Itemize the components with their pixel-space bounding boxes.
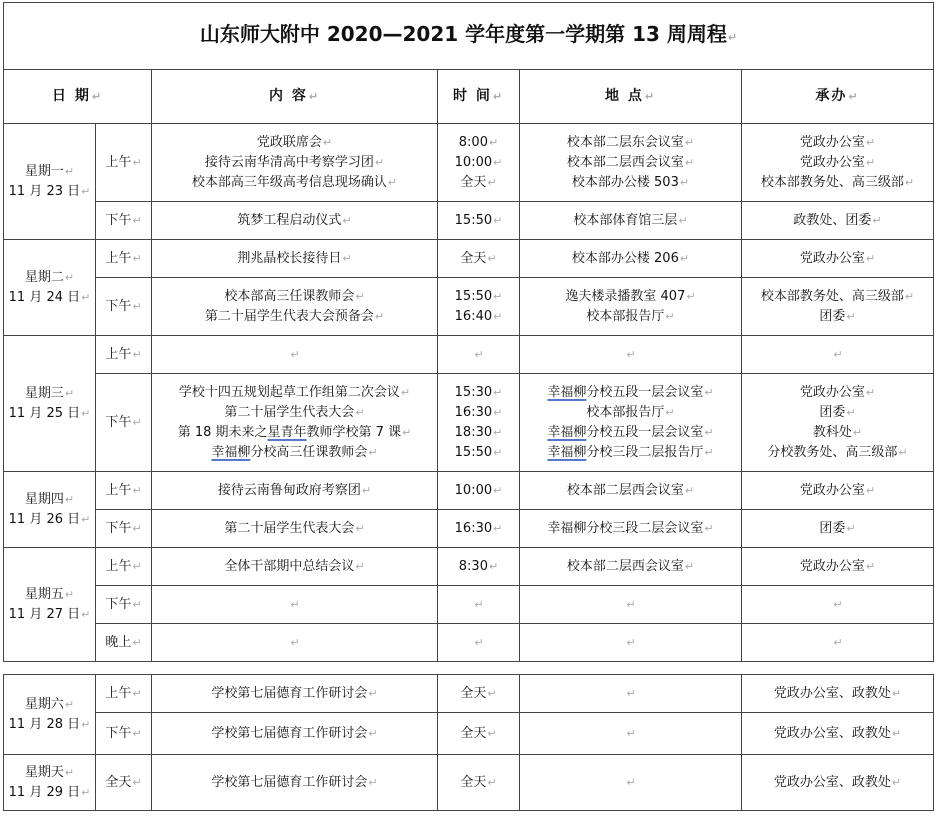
period-cell	[96, 548, 152, 586]
place-cell	[520, 374, 742, 472]
place-cell	[520, 124, 742, 202]
time-cell	[438, 240, 520, 278]
date-label: 11 月 25 日 ↵	[4, 404, 95, 424]
content-cell	[152, 586, 438, 624]
period-label: 上午 ↵	[96, 557, 151, 577]
place-cell	[520, 713, 742, 755]
place-text: 逸夫楼录播教室 407 ↵	[520, 287, 741, 307]
day-cell	[4, 124, 96, 240]
day-cell	[4, 336, 96, 472]
table-row	[4, 336, 934, 374]
place-text: 幸福柳分校三段二层报告厅 ↵	[520, 443, 741, 463]
time-cell	[438, 202, 520, 240]
period-label: 晚上 ↵	[96, 633, 151, 653]
host-cell	[742, 124, 934, 202]
content-text: 第 18 期未来之星青年教师学校第 7 课 ↵	[152, 423, 437, 443]
period-cell	[96, 336, 152, 374]
content-text: 接待云南华清高中考察学习团 ↵	[152, 153, 437, 173]
day-cell	[4, 472, 96, 548]
table-row	[4, 202, 934, 240]
period-label: 下午 ↵	[96, 413, 151, 433]
weekday-label: 星期五 ↵	[4, 585, 95, 605]
time-text: 全天 ↵	[438, 684, 519, 704]
time-cell	[438, 624, 520, 662]
host-cell	[742, 472, 934, 510]
host-cell	[742, 510, 934, 548]
host-text: 党政办公室、政教处 ↵	[742, 724, 933, 744]
content-text: 党政联席会 ↵	[152, 133, 437, 153]
host-cell	[742, 336, 934, 374]
content-cell	[152, 374, 438, 472]
content-text	[152, 633, 437, 653]
host-cell	[742, 624, 934, 662]
host-text: 党政办公室 ↵	[742, 133, 933, 153]
place-cell	[520, 755, 742, 811]
host-cell	[742, 675, 934, 713]
host-cell	[742, 202, 934, 240]
period-cell	[96, 624, 152, 662]
host-text: 党政办公室 ↵	[742, 153, 933, 173]
header-date: 日 期 ↵	[52, 88, 103, 104]
content-cell	[152, 755, 438, 811]
period-cell	[96, 472, 152, 510]
header-content: 内 容 ↵	[269, 88, 320, 104]
place-text	[520, 633, 741, 653]
content-text: 校本部高三任课教师会 ↵	[152, 287, 437, 307]
content-text: 学校十四五规划起草工作组第二次会议 ↵	[152, 383, 437, 403]
time-text: 18:30 ↵	[438, 423, 519, 443]
table-row	[4, 755, 934, 811]
content-text: 全体干部期中总结会议 ↵	[152, 557, 437, 577]
period-cell	[96, 374, 152, 472]
time-text: 全天 ↵	[438, 724, 519, 744]
host-text: 教科处 ↵	[742, 423, 933, 443]
weekday-label: 星期六 ↵	[4, 695, 95, 715]
host-text	[742, 345, 933, 365]
time-text: 15:50 ↵	[438, 443, 519, 463]
table-row	[4, 374, 934, 472]
content-cell	[152, 240, 438, 278]
host-cell	[742, 586, 934, 624]
schedule-table-main	[3, 2, 934, 662]
date-label: 11 月 29 日 ↵	[4, 783, 95, 803]
content-cell	[152, 713, 438, 755]
time-text: 全天 ↵	[438, 773, 519, 793]
place-text	[520, 595, 741, 615]
period-cell	[96, 510, 152, 548]
host-cell	[742, 278, 934, 336]
time-text: 8:30 ↵	[438, 557, 519, 577]
content-cell	[152, 336, 438, 374]
host-text: 分校教务处、高三级部 ↵	[742, 443, 933, 463]
place-cell	[520, 624, 742, 662]
place-text	[520, 345, 741, 365]
content-cell	[152, 278, 438, 336]
host-text: 团委 ↵	[742, 519, 933, 539]
period-cell	[96, 202, 152, 240]
content-text	[152, 345, 437, 365]
host-text: 校本部教务处、高三级部 ↵	[742, 173, 933, 193]
content-cell	[152, 510, 438, 548]
place-cell	[520, 548, 742, 586]
weekday-label: 星期天 ↵	[4, 763, 95, 783]
content-text: 校本部高三年级高考信息现场确认 ↵	[152, 173, 437, 193]
content-text: 学校第七届德育工作研讨会 ↵	[152, 684, 437, 704]
weekday-label: 星期四 ↵	[4, 490, 95, 510]
table-row	[4, 713, 934, 755]
time-cell	[438, 374, 520, 472]
content-cell	[152, 624, 438, 662]
time-cell	[438, 510, 520, 548]
place-cell	[520, 202, 742, 240]
header-host: 承办 ↵	[815, 88, 859, 104]
place-cell	[520, 278, 742, 336]
table-row	[4, 624, 934, 662]
host-text: 党政办公室 ↵	[742, 383, 933, 403]
period-label: 上午 ↵	[96, 684, 151, 704]
place-text: 幸福柳分校五段一层会议室 ↵	[520, 423, 741, 443]
weekday-label: 星期一 ↵	[4, 162, 95, 182]
period-cell	[96, 713, 152, 755]
time-text: 10:00 ↵	[438, 481, 519, 501]
time-cell	[438, 586, 520, 624]
time-text: 8:00 ↵	[438, 133, 519, 153]
period-label: 下午 ↵	[96, 519, 151, 539]
day-cell	[4, 755, 96, 811]
content-text: 第二十届学生代表大会 ↵	[152, 519, 437, 539]
content-cell	[152, 124, 438, 202]
time-text: 10:00 ↵	[438, 153, 519, 173]
header-time: 时 间 ↵	[453, 88, 504, 104]
time-cell	[438, 124, 520, 202]
host-text: 团委 ↵	[742, 403, 933, 423]
content-cell	[152, 472, 438, 510]
place-cell	[520, 675, 742, 713]
content-text	[152, 595, 437, 615]
table-row	[4, 675, 934, 713]
time-text	[438, 633, 519, 653]
period-label: 上午 ↵	[96, 481, 151, 501]
time-cell	[438, 755, 520, 811]
place-cell	[520, 336, 742, 374]
place-text: 校本部报告厅 ↵	[520, 403, 741, 423]
day-cell	[4, 675, 96, 755]
content-text: 幸福柳分校高三任课教师会 ↵	[152, 443, 437, 463]
host-text	[742, 633, 933, 653]
page-title: 山东师大附中 2020—2021 学年度第一学期第 13 周周程 ↵	[200, 22, 737, 46]
time-text	[438, 595, 519, 615]
place-cell	[520, 240, 742, 278]
date-label: 11 月 24 日 ↵	[4, 288, 95, 308]
period-label: 下午 ↵	[96, 297, 151, 317]
header-place: 地 点 ↵	[605, 88, 656, 104]
content-cell	[152, 675, 438, 713]
table-row	[4, 586, 934, 624]
host-text: 政教处、团委 ↵	[742, 211, 933, 231]
period-label: 全天 ↵	[96, 773, 151, 793]
host-text: 团委 ↵	[742, 307, 933, 327]
host-text: 党政办公室、政教处 ↵	[742, 773, 933, 793]
host-cell	[742, 755, 934, 811]
period-cell	[96, 586, 152, 624]
host-text: 校本部教务处、高三级部 ↵	[742, 287, 933, 307]
host-cell	[742, 374, 934, 472]
place-cell	[520, 510, 742, 548]
place-text: 校本部体育馆三层 ↵	[520, 211, 741, 231]
weekday-label: 星期二 ↵	[4, 268, 95, 288]
place-text: 校本部报告厅 ↵	[520, 307, 741, 327]
period-cell	[96, 755, 152, 811]
host-cell	[742, 240, 934, 278]
place-text: 校本部办公楼 503 ↵	[520, 173, 741, 193]
date-label: 11 月 26 日 ↵	[4, 510, 95, 530]
content-text: 学校第七届德育工作研讨会 ↵	[152, 773, 437, 793]
period-cell	[96, 278, 152, 336]
host-text: 党政办公室 ↵	[742, 481, 933, 501]
content-cell	[152, 202, 438, 240]
period-label: 下午 ↵	[96, 211, 151, 231]
place-text	[520, 724, 741, 744]
day-cell	[4, 548, 96, 662]
time-text: 16:30 ↵	[438, 519, 519, 539]
content-text: 筑梦工程启动仪式 ↵	[152, 211, 437, 231]
period-label: 下午 ↵	[96, 595, 151, 615]
place-text: 幸福柳分校三段二层会议室 ↵	[520, 519, 741, 539]
period-cell	[96, 675, 152, 713]
content-text: 第二十届学生代表大会预备会 ↵	[152, 307, 437, 327]
schedule-table-weekend	[3, 674, 934, 811]
time-cell	[438, 713, 520, 755]
content-text: 第二十届学生代表大会 ↵	[152, 403, 437, 423]
time-cell	[438, 472, 520, 510]
period-cell	[96, 124, 152, 202]
content-text: 学校第七届德育工作研讨会 ↵	[152, 724, 437, 744]
place-text: 幸福柳分校五段一层会议室 ↵	[520, 383, 741, 403]
host-text	[742, 595, 933, 615]
time-text: 15:50 ↵	[438, 211, 519, 231]
period-label: 上午 ↵	[96, 249, 151, 269]
place-text: 校本部二层西会议室 ↵	[520, 557, 741, 577]
date-label: 11 月 28 日 ↵	[4, 715, 95, 735]
time-text: 15:30 ↵	[438, 383, 519, 403]
place-text	[520, 773, 741, 793]
period-cell	[96, 240, 152, 278]
place-text	[520, 684, 741, 704]
time-cell	[438, 336, 520, 374]
place-text: 校本部二层西会议室 ↵	[520, 153, 741, 173]
period-label: 上午 ↵	[96, 153, 151, 173]
time-text: 16:40 ↵	[438, 307, 519, 327]
content-text: 荆兆晶校长接待日 ↵	[152, 249, 437, 269]
table-row	[4, 240, 934, 278]
weekday-label: 星期三 ↵	[4, 384, 95, 404]
place-cell	[520, 586, 742, 624]
time-cell	[438, 675, 520, 713]
place-text: 校本部二层西会议室 ↵	[520, 481, 741, 501]
host-cell	[742, 548, 934, 586]
table-row	[4, 548, 934, 586]
time-text: 全天 ↵	[438, 249, 519, 269]
table-row	[4, 472, 934, 510]
host-text: 党政办公室 ↵	[742, 249, 933, 269]
host-text: 党政办公室 ↵	[742, 557, 933, 577]
date-label: 11 月 27 日 ↵	[4, 605, 95, 625]
period-label: 下午 ↵	[96, 724, 151, 744]
date-label: 11 月 23 日 ↵	[4, 182, 95, 202]
place-text: 校本部二层东会议室 ↵	[520, 133, 741, 153]
time-cell	[438, 278, 520, 336]
host-cell	[742, 713, 934, 755]
time-text: 16:30 ↵	[438, 403, 519, 423]
day-cell	[4, 240, 96, 336]
table-row	[4, 124, 934, 202]
table-row	[4, 510, 934, 548]
time-text	[438, 345, 519, 365]
table-row	[4, 278, 934, 336]
content-cell	[152, 548, 438, 586]
time-cell	[438, 548, 520, 586]
content-text: 接待云南鲁甸政府考察团 ↵	[152, 481, 437, 501]
place-cell	[520, 472, 742, 510]
place-text: 校本部办公楼 206 ↵	[520, 249, 741, 269]
time-text: 15:50 ↵	[438, 287, 519, 307]
host-text: 党政办公室、政教处 ↵	[742, 684, 933, 704]
time-text: 全天 ↵	[438, 173, 519, 193]
period-label: 上午 ↵	[96, 345, 151, 365]
